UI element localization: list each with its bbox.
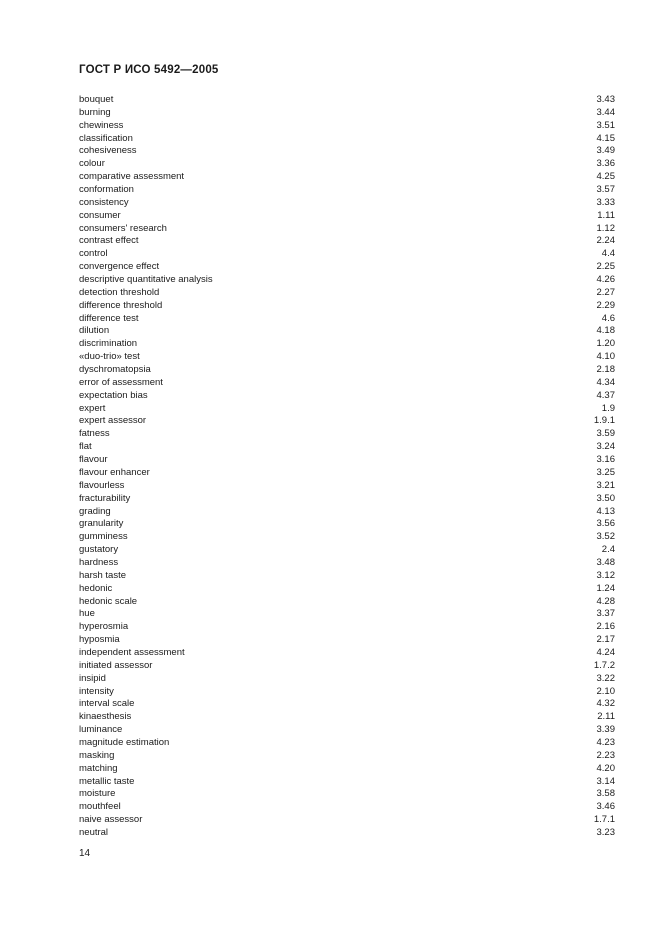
index-term: gumminess xyxy=(79,531,128,543)
index-term: metallic taste xyxy=(79,775,135,787)
index-term: conformation xyxy=(79,184,134,196)
index-term: interval scale xyxy=(79,698,135,710)
index-ref: 3.44 xyxy=(596,106,615,118)
index-entry xyxy=(79,506,615,519)
index-ref: 1.7.2 xyxy=(593,659,615,671)
index-term: consistency xyxy=(79,196,129,208)
index-entry xyxy=(79,454,615,467)
index-ref: 1.12 xyxy=(596,222,615,234)
index-term: insipid xyxy=(79,672,106,684)
index-term: flavourless xyxy=(79,479,125,491)
index-ref: 4.15 xyxy=(596,132,615,144)
index-entry xyxy=(79,274,615,287)
index-entry xyxy=(79,647,615,660)
index-term: difference test xyxy=(79,312,139,324)
index-ref: 3.48 xyxy=(596,556,615,568)
index-term: «duo-trio» test xyxy=(79,351,140,363)
index-ref: 2.16 xyxy=(596,621,615,633)
index-ref: 3.59 xyxy=(596,428,615,440)
index-entry xyxy=(79,325,615,338)
index-term: convergence effect xyxy=(79,261,160,273)
index-entry xyxy=(79,724,615,737)
index-ref: 3.36 xyxy=(596,158,615,170)
index-term: consumers' research xyxy=(79,222,167,234)
index-term: fatness xyxy=(79,428,110,440)
index-ref: 3.22 xyxy=(596,672,615,684)
index-term: fracturability xyxy=(79,492,131,504)
index-entry xyxy=(79,287,615,300)
index-ref: 1.9 xyxy=(601,402,615,414)
index-term: magnitude estimation xyxy=(79,736,170,748)
index-term: hardness xyxy=(79,556,119,568)
index-entry xyxy=(79,171,615,184)
index-ref: 4.26 xyxy=(596,274,615,286)
index-ref: 2.23 xyxy=(596,749,615,761)
index-entry xyxy=(79,300,615,313)
index-term: flavour xyxy=(79,454,108,466)
index-ref: 4.10 xyxy=(596,351,615,363)
index-term: burning xyxy=(79,106,111,118)
index-entry xyxy=(79,210,615,223)
index-ref: 4.13 xyxy=(596,505,615,517)
index-term: matching xyxy=(79,762,118,774)
index-ref: 4.25 xyxy=(596,171,615,183)
index-ref: 2.25 xyxy=(596,261,615,273)
index-entry xyxy=(79,197,615,210)
index-entry xyxy=(79,467,615,480)
index-entry xyxy=(79,235,615,248)
index-entry xyxy=(79,158,615,171)
index-ref: 2.24 xyxy=(596,235,615,247)
index-ref: 4.6 xyxy=(601,312,615,324)
index-term: gustatory xyxy=(79,544,119,556)
index-ref: 3.51 xyxy=(596,119,615,131)
index-entry xyxy=(79,94,615,107)
index-term: granularity xyxy=(79,518,124,530)
index-entry xyxy=(79,223,615,236)
index-entry xyxy=(79,698,615,711)
index-term: flat xyxy=(79,441,92,453)
index-term: detection threshold xyxy=(79,286,160,298)
index-term: hyposmia xyxy=(79,634,120,646)
index-entry xyxy=(79,415,615,428)
index-entry xyxy=(79,544,615,557)
page-number: 14 xyxy=(79,848,91,859)
index-term: intensity xyxy=(79,685,114,697)
index-entry xyxy=(79,338,615,351)
index-term: contrast effect xyxy=(79,235,139,247)
index-ref: 3.57 xyxy=(596,184,615,196)
index-ref: 3.12 xyxy=(596,569,615,581)
index-ref: 4.32 xyxy=(596,698,615,710)
index-ref: 3.50 xyxy=(596,492,615,504)
index-ref: 3.16 xyxy=(596,454,615,466)
index-ref: 3.33 xyxy=(596,196,615,208)
index-term: control xyxy=(79,248,108,260)
index-entry xyxy=(79,827,615,840)
index-entry xyxy=(79,570,615,583)
index-ref: 2.4 xyxy=(601,544,615,556)
index-term: neutral xyxy=(79,826,109,838)
index-entry xyxy=(79,711,615,724)
index-ref: 2.29 xyxy=(596,299,615,311)
index-entry xyxy=(79,390,615,403)
index-ref: 2.18 xyxy=(596,364,615,376)
index-ref: 3.58 xyxy=(596,788,615,800)
index-term: colour xyxy=(79,158,105,170)
index-term: masking xyxy=(79,749,115,761)
index-ref: 3.39 xyxy=(596,724,615,736)
index-entry xyxy=(79,621,615,634)
index-term: expert assessor xyxy=(79,415,147,427)
index-ref: 4.18 xyxy=(596,325,615,337)
index-term: hedonic xyxy=(79,582,113,594)
index-ref: 1.20 xyxy=(596,338,615,350)
index-ref: 1.24 xyxy=(596,582,615,594)
index-entry xyxy=(79,428,615,441)
index-ref: 4.37 xyxy=(596,389,615,401)
index-entry xyxy=(79,634,615,647)
index-term: independent assessment xyxy=(79,646,185,658)
index-ref: 3.25 xyxy=(596,466,615,478)
index-ref: 4.23 xyxy=(596,736,615,748)
index-term: discrimination xyxy=(79,338,138,350)
index-entry xyxy=(79,788,615,801)
index-term: initiated assessor xyxy=(79,659,153,671)
index-entry xyxy=(79,441,615,454)
index-ref: 2.17 xyxy=(596,634,615,646)
index-entry xyxy=(79,660,615,673)
index-term: consumer xyxy=(79,209,121,221)
index-entry xyxy=(79,377,615,390)
index-ref: 3.56 xyxy=(596,518,615,530)
index-term: grading xyxy=(79,505,111,517)
index-entry xyxy=(79,750,615,763)
index-ref: 3.49 xyxy=(596,145,615,157)
index-ref: 3.37 xyxy=(596,608,615,620)
index-entry xyxy=(79,776,615,789)
index-ref: 3.23 xyxy=(596,826,615,838)
index-entry xyxy=(79,801,615,814)
index-term: dyschromatopsia xyxy=(79,364,151,376)
index-term: descriptive quantitative analysis xyxy=(79,274,213,286)
index-ref: 1.7.1 xyxy=(593,814,615,826)
index-entry xyxy=(79,686,615,699)
index-ref: 3.43 xyxy=(596,94,615,105)
index-entry xyxy=(79,248,615,261)
index-entry xyxy=(79,763,615,776)
index-entry xyxy=(79,480,615,493)
index-term: bouquet xyxy=(79,94,114,105)
index-entry xyxy=(79,133,615,146)
document-title: ГОСТ Р ИСО 5492—2005 xyxy=(79,64,219,76)
index-entry xyxy=(79,673,615,686)
index-term: naive assessor xyxy=(79,814,143,826)
index-term: harsh taste xyxy=(79,569,126,581)
index-entry xyxy=(79,120,615,133)
index-entry xyxy=(79,403,615,416)
index-ref: 3.46 xyxy=(596,801,615,813)
index-ref: 3.21 xyxy=(596,479,615,491)
index-entry xyxy=(79,814,615,827)
index-entry xyxy=(79,596,615,609)
index-entry xyxy=(79,184,615,197)
index-term: classification xyxy=(79,132,133,144)
index-entry xyxy=(79,737,615,750)
index-entry xyxy=(79,364,615,377)
index-entry xyxy=(79,518,615,531)
index-ref: 2.27 xyxy=(596,286,615,298)
index-term: difference threshold xyxy=(79,299,163,311)
index-entry xyxy=(79,557,615,570)
index-term: comparative assessment xyxy=(79,171,185,183)
index-entry xyxy=(79,145,615,158)
index-entry xyxy=(79,313,615,326)
index-entry xyxy=(79,531,615,544)
index-ref: 1.11 xyxy=(597,209,615,221)
index-ref: 4.4 xyxy=(601,248,615,260)
index-ref: 3.14 xyxy=(596,775,615,787)
index-entry xyxy=(79,261,615,274)
index-term: hyperosmia xyxy=(79,621,129,633)
index-term: luminance xyxy=(79,724,123,736)
index-ref: 2.10 xyxy=(596,685,615,697)
index-ref: 2.11 xyxy=(597,711,615,723)
index-entry xyxy=(79,107,615,120)
alphabetical-index-list xyxy=(79,94,615,840)
index-term: moisture xyxy=(79,788,116,800)
index-term: mouthfeel xyxy=(79,801,121,813)
index-term: flavour enhancer xyxy=(79,466,150,478)
index-entry xyxy=(79,493,615,506)
index-ref: 3.24 xyxy=(596,441,615,453)
index-entry xyxy=(79,351,615,364)
index-entry xyxy=(79,608,615,621)
index-term: cohesiveness xyxy=(79,145,137,157)
index-term: kinaesthesis xyxy=(79,711,132,723)
index-ref: 4.20 xyxy=(596,762,615,774)
index-term: error of assessment xyxy=(79,376,163,388)
index-term: hue xyxy=(79,608,95,620)
index-ref: 1.9.1 xyxy=(593,415,615,427)
index-ref: 4.28 xyxy=(596,595,615,607)
index-entry xyxy=(79,583,615,596)
index-term: expectation bias xyxy=(79,389,148,401)
index-term: chewiness xyxy=(79,119,124,131)
index-ref: 4.34 xyxy=(596,376,615,388)
index-term: dilution xyxy=(79,325,110,337)
index-term: expert xyxy=(79,402,106,414)
index-ref: 4.24 xyxy=(596,646,615,658)
index-ref: 3.52 xyxy=(596,531,615,543)
index-term: hedonic scale xyxy=(79,595,138,607)
